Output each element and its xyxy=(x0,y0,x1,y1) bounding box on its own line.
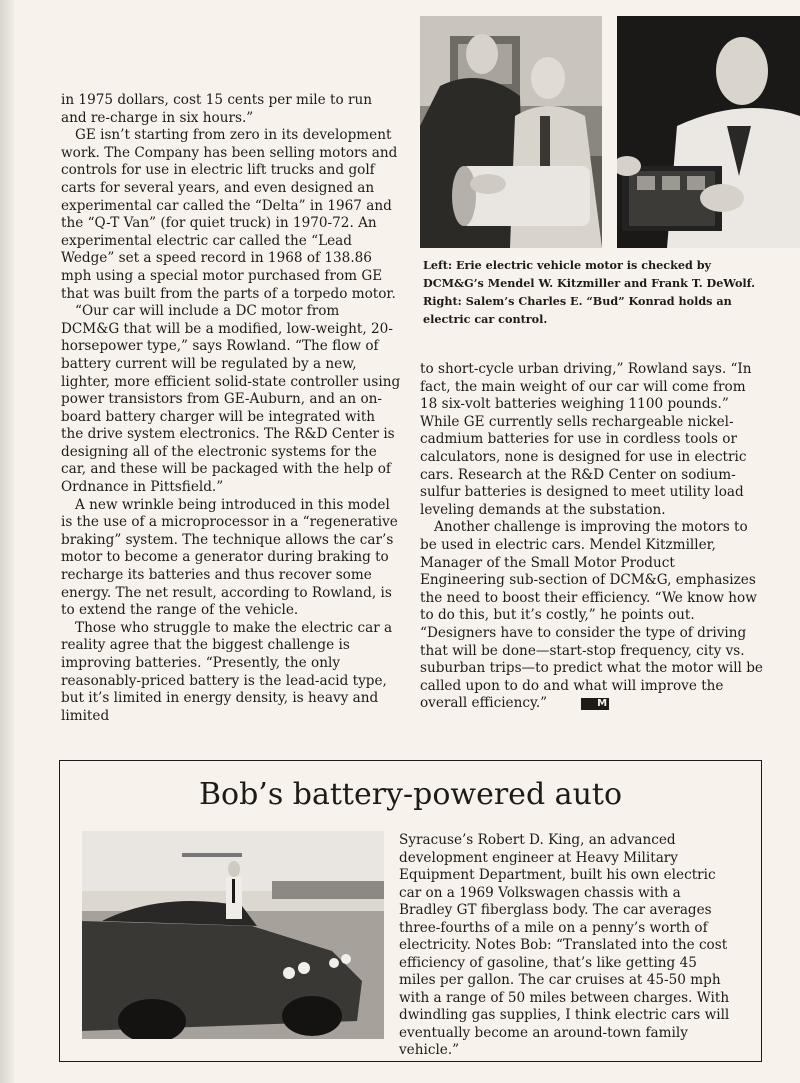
photo-caption: Left: Erie electric vehicle motor is checked by DCM&G’s Mendel W. Kitzmiller and Frank T. DeWolf. Right: Salem’s Charles E. “Bud” Konrad holds an electric car control. xyxy=(423,258,755,326)
paragraph: to short-cycle urban driving,” Rowland says. “In fact, the main weight of our car will come from 18 six-volt batteries weighing 1100 pounds.” While GE currently sells rechargeable nickel-cadmium batteries for use in cordless tools or calculators, none is designed for use in electric cars. Research at the R&D Center on sodium-sulfur batteries is designed to meet utility load leveling demands at the substation. xyxy=(420,361,752,518)
paragraph: GE isn’t starting from zero in its development work. The Company has been selling motors and controls for use in electric lift trucks and golf carts for several years, and even designed an experimental car called the “Delta” in 1967 and the “Q-T Van” (for quiet truck) in 1970-72. An experimental electric car called the “Lead Wedge” set a speed record in 1968 of 138.86 mph using a special motor purchased from GE that was built from the parts of a torpedo motor. xyxy=(61,127,398,302)
sidebar-body xyxy=(399,832,735,1060)
article-column-right xyxy=(420,361,763,713)
photo-controller xyxy=(617,16,800,248)
paragraph xyxy=(420,519,763,713)
paragraph: Those who struggle to make the electric car a reality agree that the biggest challenge is improving batteries. “Presently, the only reasonably-priced battery is the lead-acid type, but it’s limited in energy density, is heavy and limited xyxy=(61,619,393,724)
sidebar-paragraph: Syracuse’s Robert D. King, an advanced development engineer at Heavy Military Equipment Department, built his own electric car on a 1969 Volkswagen chassis with a Bradley GT fiberglass body. The car averages three-fourths of a mile on a penny’s worth of electricity. Notes Bob: “Translated into the cost efficiency of gasoline, that’s like getting 45 miles per gallon. The car cruises at 45-50 mph with a range of 50 miles between charges. With dwindling gas supplies, I think electric cars will eventually become an around-town family vehicle.” xyxy=(399,832,730,1058)
paragraph: in 1975 dollars, cost 15 cents per mile to run and re-charge in six hours.” xyxy=(61,92,372,126)
controller-illustration xyxy=(617,16,800,248)
end-of-article-mark: M xyxy=(581,698,609,710)
page-binding-edge xyxy=(0,0,14,1083)
paragraph: A new wrinkle being introduced in this model is the use of a microprocessor in a “regenerative braking” system. The technique allows the car’s motor to become a generator during braking to recharge its batteries and thus recover some energy. The net result, according to Rowland, is to extend the range of the vehicle. xyxy=(61,496,398,619)
electric-car-illustration xyxy=(82,831,384,1039)
paragraph-text: Another challenge is improving the motors to be used in electric cars. Mendel Kitzmiller, Manager of the Small Motor Product Engineering sub-section of DCM&G, emphasizes the need to boost their efficiency. “We know how to do this, but it’s costly,” he points out. “Designers have to consider the type of driving that will be done—start-stop frequency, city vs. suburban trips—to predict what the motor will be called upon to do and what will improve the overall efficiency.” xyxy=(420,519,763,712)
paragraph: “Our car will include a DC motor from DCM&G that will be a modified, low-weight, 20-horsepower type,” says Rowland. “The flow of battery current will be regulated by a new, lighter, more efficient solid-state controller using power transistors from GE-Auburn, and an on-board battery charger will be integrated with the drive system electronics. The R&D Center is designing all of the electronic systems for the car, and these will be packaged with the help of Ordnance in Pittsfield.” xyxy=(61,303,401,496)
article-column-left xyxy=(61,92,401,725)
motor-inspection-illustration xyxy=(420,16,602,248)
photo-electric-car xyxy=(82,831,384,1039)
photo-motor-inspection xyxy=(420,16,602,248)
sidebar-title: Bob’s battery-powered auto xyxy=(198,777,623,812)
